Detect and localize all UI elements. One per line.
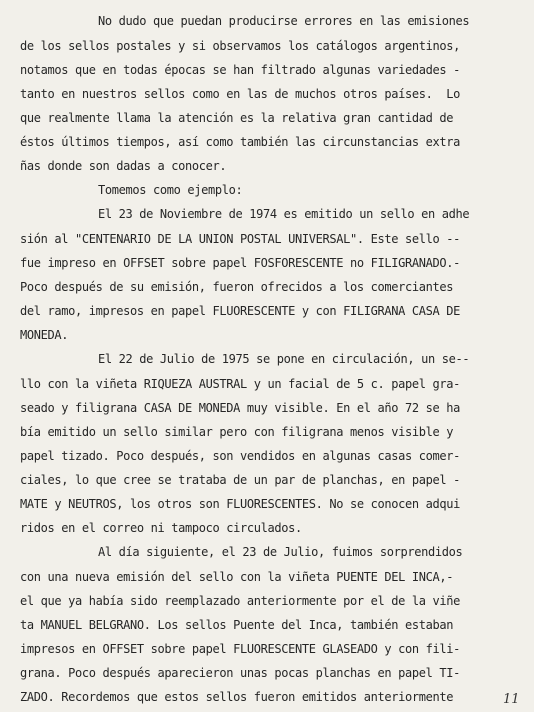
- text-line: impresos en OFFSET sobre papel FLUORESCENTE GLASEADO y con fili-: [20, 642, 460, 656]
- text-line: bía emitido un sello similar pero con filigrana menos visible y: [20, 425, 454, 439]
- text-line: Al día siguiente, el 23 de Julio, fuimos sorprendidos: [98, 545, 463, 559]
- text-line: sión al "CENTENARIO DE LA UNION POSTAL UNIVERSAL". Este sello --: [20, 232, 460, 246]
- text-line: No dudo que puedan producirse errores en las emisiones: [98, 14, 470, 28]
- text-line: El 22 de Julio de 1975 se pone en circulación, un se--: [98, 352, 470, 366]
- text-line: Poco después de su emisión, fueron ofrecidos a los comerciantes: [20, 280, 454, 294]
- text-line: MONEDA.: [20, 328, 69, 342]
- page-number: 11: [503, 692, 520, 707]
- text-line: notamos que en todas épocas se han filtrado algunas variedades -: [20, 63, 460, 77]
- text-line: de los sellos postales y si observamos los catálogos argentinos,: [20, 39, 460, 53]
- text-line: ta MANUEL BELGRANO. Los sellos Puente del Inca, también estaban: [20, 618, 454, 632]
- text-line: ñas donde son dadas a conocer.: [20, 159, 227, 173]
- text-line: MATE y NEUTROS, los otros son FLUORESCENTES. No se conocen adqui: [20, 497, 460, 511]
- text-line: Tomemos como ejemplo:: [98, 183, 243, 197]
- text-line: que realmente llama la atención es la relativa gran cantidad de: [20, 111, 454, 125]
- text-line: ZADO. Recordemos que estos sellos fueron emitidos anteriormente: [20, 690, 454, 704]
- text-line: del ramo, impresos en papel FLUORESCENTE y con FILIGRANA CASA DE: [20, 304, 460, 318]
- text-line: El 23 de Noviembre de 1974 es emitido un sello en adhe: [98, 207, 470, 221]
- text-line: ciales, lo que cree se trataba de un par de planchas, en papel -: [20, 473, 460, 487]
- text-line: ridos en el correo ni tampoco circulados.: [20, 521, 302, 535]
- text-line: con una nueva emisión del sello con la viñeta PUENTE DEL INCA,-: [20, 570, 454, 584]
- text-line: tanto en nuestros sellos como en las de muchos otros países. Lo: [20, 87, 460, 101]
- text-line: grana. Poco después aparecieron unas pocas planchas en papel TI-: [20, 666, 460, 680]
- text-line: papel tizado. Poco después, son vendidos en algunas casas comer-: [20, 449, 460, 463]
- text-line: fue impreso en OFFSET sobre papel FOSFORESCENTE no FILIGRANADO.-: [20, 256, 460, 270]
- text-line: seado y filigrana CASA DE MONEDA muy visible. En el año 72 se ha: [20, 401, 460, 415]
- text-line: llo con la viñeta RIQUEZA AUSTRAL y un facial de 5 c. papel gra-: [20, 377, 460, 391]
- text-line: éstos últimos tiempos, así como también las circunstancias extra: [20, 135, 460, 149]
- text-line: el que ya había sido reemplazado anteriormente por el de la viñe: [20, 594, 460, 608]
